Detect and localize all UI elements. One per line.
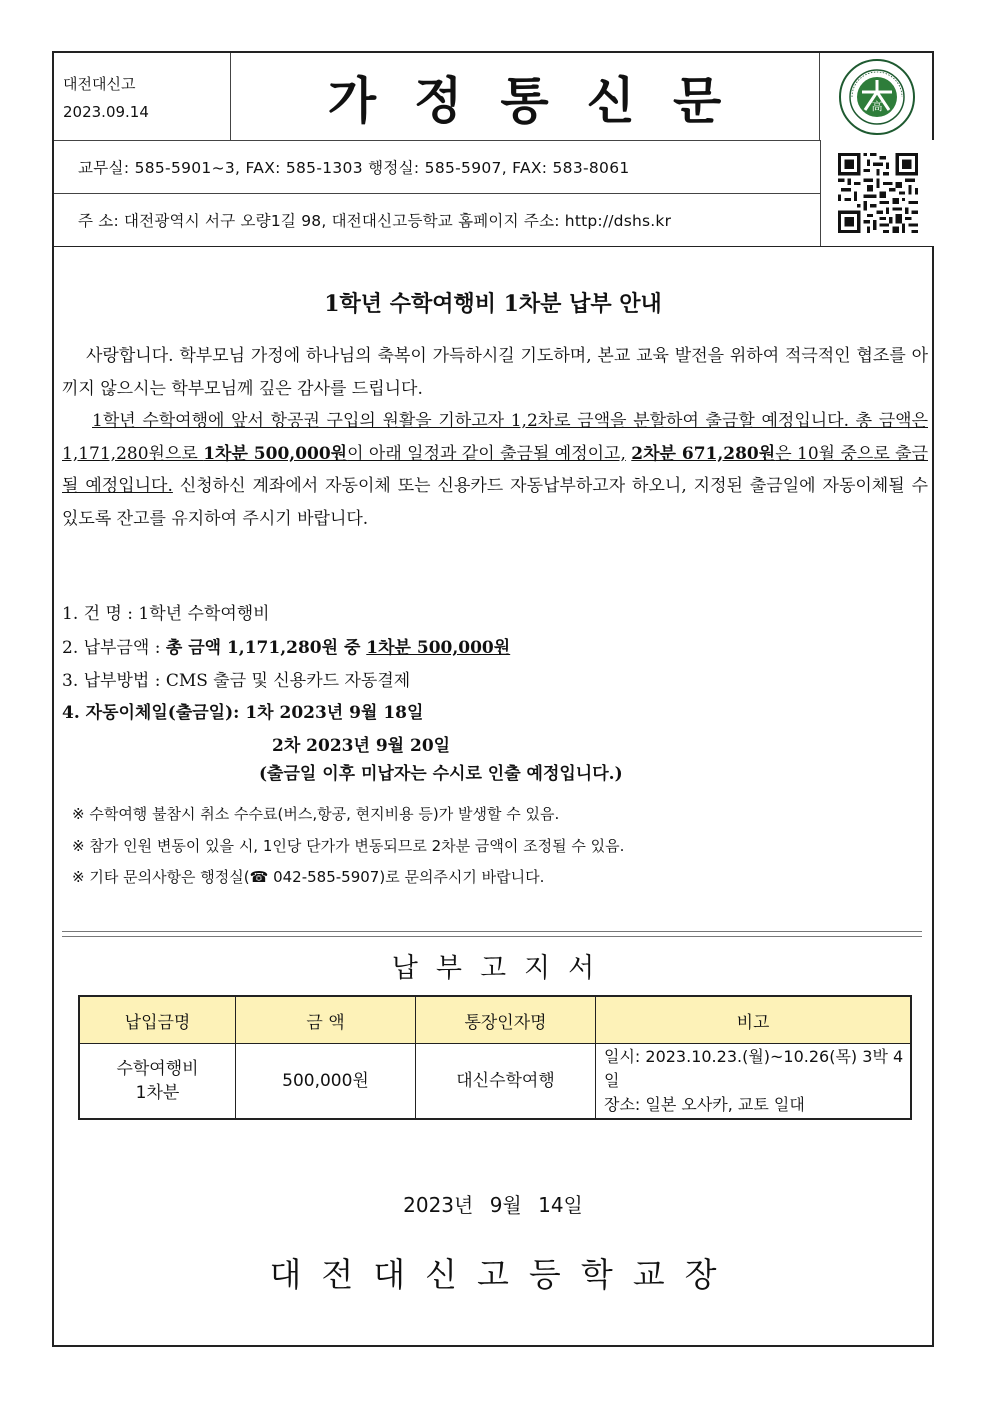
header-row	[54, 53, 932, 141]
school-emblem-icon	[838, 58, 916, 136]
cell-amount: 500,000원	[236, 1044, 416, 1120]
contact-numbers: 교무실: 585-5901~3, FAX: 585-1303 행정실: 585-5907, FAX: 583-8061	[78, 159, 630, 177]
payment-paragraph	[62, 405, 928, 535]
address-row	[54, 193, 932, 247]
newsletter-title: 가정통신문	[230, 53, 820, 140]
cell-item	[79, 1044, 236, 1120]
item-method: 3. 납부방법 : CMS 출금 및 신용카드 자동결제	[62, 671, 411, 691]
col-header-item: 납입금명	[79, 996, 236, 1044]
item-amount-total: 총 금액 1,171,280원 중	[165, 638, 367, 658]
col-header-amount: 금 액	[236, 996, 416, 1044]
cell-account: 대신수학여행	[416, 1044, 596, 1120]
item-line-1: 수학여행비	[116, 1059, 199, 1079]
intro-paragraph: 사랑합니다. 학부모님 가정에 하나님의 축복이 가득하시길 기도하며, 본교 교육 발전을 위하여 적극적인 협조를 아끼지 않으시는 학부모님께 깊은 감사를 드립니다.	[62, 346, 928, 399]
divider	[62, 931, 922, 937]
principal-signature: 대전대신고등학교장	[269, 1255, 737, 1294]
item-amount-label: 2. 납부금액 :	[62, 638, 166, 658]
school-info-cell	[54, 53, 231, 140]
cell-remark	[596, 1044, 912, 1120]
first-installment: 1차분 500,000원	[203, 443, 348, 464]
notice-title: 1학년 수학여행비 1차분 납부 안내	[324, 291, 662, 317]
item-line-2: 1차분	[135, 1083, 180, 1103]
table-row	[79, 1044, 911, 1120]
body-text: 이 아래 일정과 같이 출금될 예정이고,	[347, 443, 626, 464]
document-frame	[52, 51, 934, 1347]
payment-slip-table	[78, 995, 912, 1120]
item-amount-first: 1차분 500,000원	[366, 638, 511, 658]
issue-date: 2023.09.14	[63, 103, 149, 121]
issue-date-footer: 2023년 9월 14일	[403, 1193, 583, 1217]
note-2: ※ 참가 인원 변동이 있을 시, 1인당 단가가 변동되므로 2차분 금액이 조정될 수 있음.	[72, 837, 625, 855]
body-text: 1학년 수학여행에 앞서 항공권 구입의 원활을 기하고자 1,2차로 금액을 분할하여 출금할 예정입니다. 총 금액은 1,171,280원으로	[62, 411, 928, 464]
body-text: 신청하신 계좌에서 자동이체 또는 신용카드 자동납부하고자 하오니, 지정된 출금일에 자동이체될 수 있도록 잔고를 유지하여 주시기 바랍니다.	[62, 476, 928, 529]
item-transfer-date-2: 2차 2023년 9월 20일	[272, 736, 451, 756]
note-1: ※ 수학여행 불참시 취소 수수료(버스,항공, 현지비용 등)가 발생할 수 있음.	[72, 805, 560, 823]
remark-date: 일시: 2023.10.23.(월)~10.26(목) 3박 4일	[604, 1047, 904, 1090]
school-emblem	[820, 53, 934, 140]
school-name: 대전대신고	[63, 75, 136, 93]
note-3: ※ 기타 문의사항은 행정실(☎ 042-585-5907)로 문의주시기 바랍니다.	[72, 868, 545, 886]
body-text: 은 10월 중으로 출금될 예정입니다.	[62, 443, 928, 496]
col-header-account: 통장인자명	[416, 996, 596, 1044]
col-header-remark: 비고	[596, 996, 912, 1044]
item-name: 1. 건 명 : 1학년 수학여행비	[62, 604, 270, 624]
qr-code[interactable]	[820, 140, 935, 246]
item-transfer-date-1: 4. 자동이체일(출금일): 1차 2023년 9월 18일	[62, 703, 424, 723]
remark-place: 장소: 일본 오사카, 교토 일대	[604, 1095, 805, 1114]
svg-text:高: 高	[871, 99, 883, 113]
item-amount	[62, 633, 510, 658]
qr-code-icon	[838, 153, 918, 233]
table-header-row	[79, 996, 911, 1044]
second-installment: 2차분 671,280원	[631, 443, 776, 464]
item-transfer-note: (출금일 이후 미납자는 수시로 인출 예정입니다.)	[259, 764, 623, 784]
school-address: 주 소: 대전광역시 서구 오량1길 98, 대전대신고등학교 홈페이지 주소: http://dshs.kr	[78, 212, 672, 230]
contact-row	[54, 140, 932, 194]
payment-slip-title: 납부고지서	[391, 953, 613, 984]
